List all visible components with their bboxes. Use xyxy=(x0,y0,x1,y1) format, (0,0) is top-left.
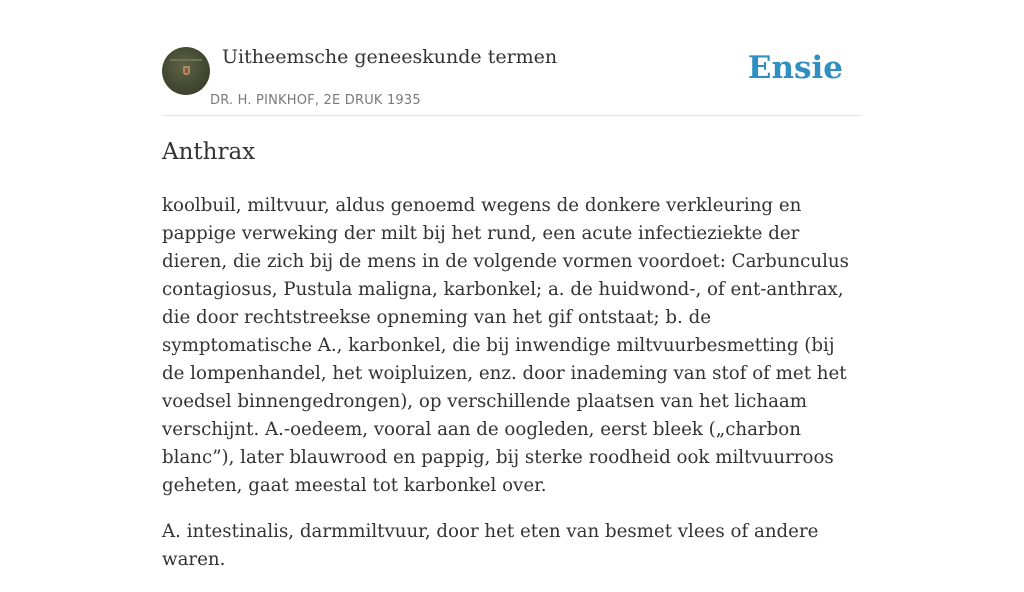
cover-emblem-inner xyxy=(185,68,188,73)
entry-definition xyxy=(162,192,862,592)
entry-title: Anthrax xyxy=(162,139,256,165)
header xyxy=(162,0,862,116)
page-container xyxy=(162,0,862,570)
book-author: DR. H. PINKHOF, 2E DRUK 1935 xyxy=(210,93,421,108)
ensie-logo[interactable]: Ensie xyxy=(747,50,843,86)
definition-paragraph: A. intestinalis, darmmiltvuur, door het eten van besmet vlees of andere waren. xyxy=(162,521,819,570)
cover-band xyxy=(170,59,202,61)
book-title[interactable]: Uitheemsche geneeskunde termen xyxy=(222,46,558,68)
definition-paragraph: koolbuil, miltvuur, aldus genoemd wegens de donkere verkleuring en pappige verweking der milt bij het rund, een acute infectieziekte der dieren, die zich bij de mens in de volgende vormen voordoet: Carbunculus contagiosus, Pustula maligna, karbonkel; a. de huidwond-, of ent-anthrax, die door rechtstreekse opneming van het gif ontstaat; b. de symptomatische A., karbonkel, die bij inwendige miltvuurbesmetting (bij de lompenhandel, het woipluizen, enz. door inademing van stof of met het voedsel binnengedrongen), op verschillende plaatsen van het lichaam verschijnt. A.-oedeem, vooral aan de oogleden, eerst bleek („charbon blanc”), later blauwrood en pappig, bij sterke roodheid ook miltvuurroos geheten, gaat meestal tot karbonkel over. xyxy=(162,195,849,496)
book-cover-icon[interactable] xyxy=(162,47,210,95)
